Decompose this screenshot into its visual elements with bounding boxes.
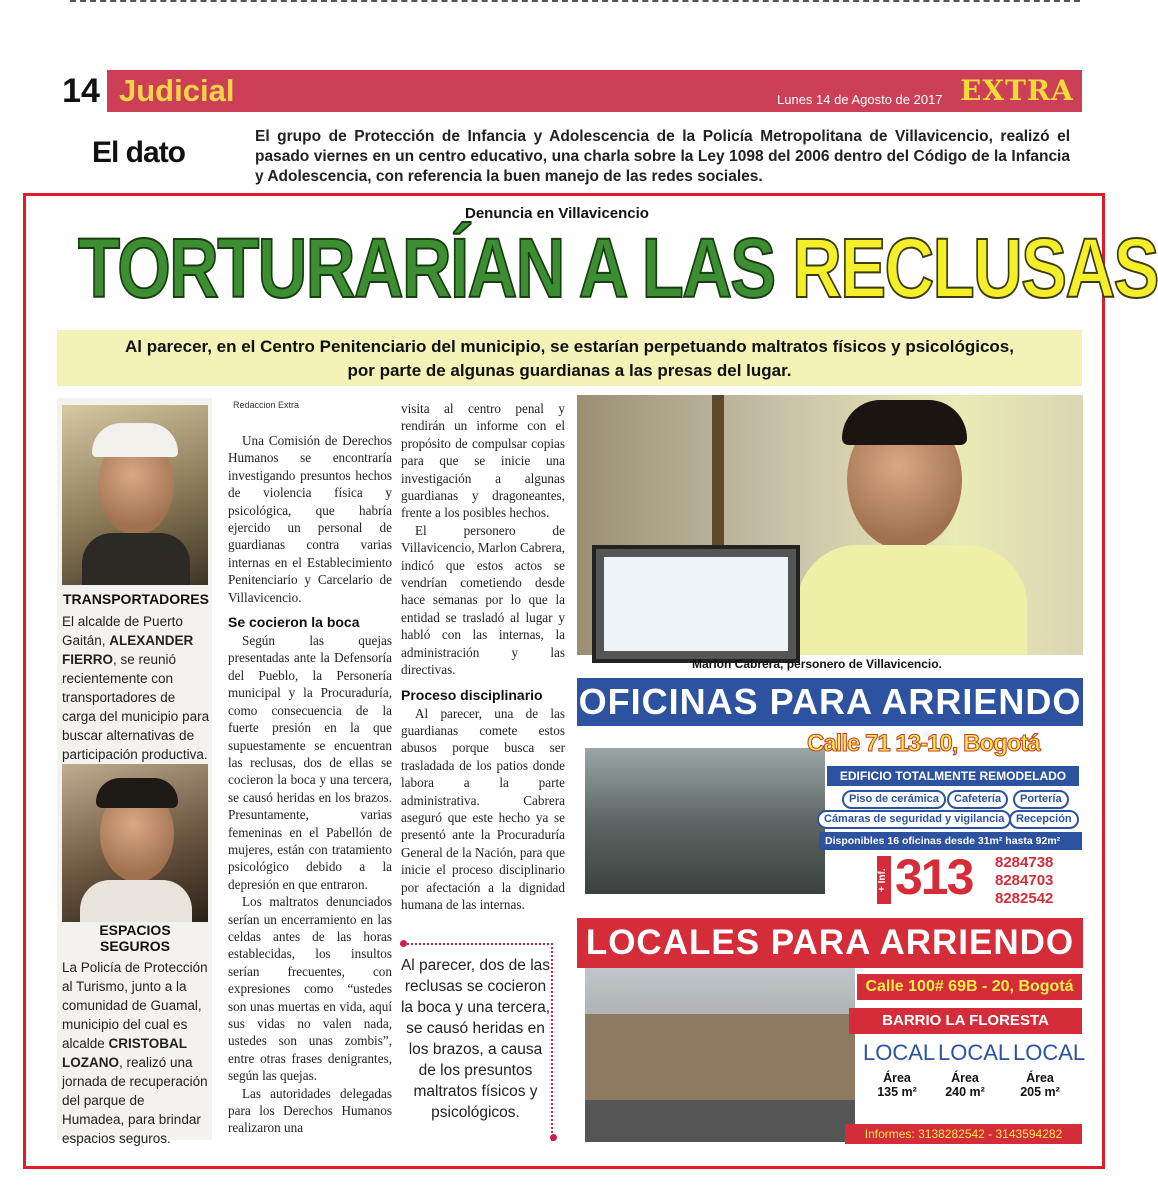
ad-locales-barrio: BARRIO LA FLORESTA xyxy=(849,1008,1082,1034)
article-headline xyxy=(78,218,1158,318)
ad-locales-address: Calle 100# 69B - 20, Bogotá xyxy=(857,974,1082,1000)
brief-transportadores-title: TRANSPORTADORES xyxy=(63,591,209,607)
subhead-line-1: Al parecer, en el Centro Penitenciario del municipio, se estarían perpetuando maltratos físicos y psicológicos, xyxy=(125,337,1014,356)
local-label-1: LOCAL xyxy=(863,1040,936,1065)
feature-camaras: Cámaras de seguridad y vigilancia xyxy=(817,810,1011,829)
area-2 xyxy=(930,1071,1000,1099)
quote-dot-icon xyxy=(550,1134,557,1141)
subhead-line-2: por parte de algunas guardianas a las presas del lugar. xyxy=(347,361,792,380)
area-label: Área xyxy=(883,1071,911,1085)
page-number: 14 xyxy=(55,70,107,112)
feature-porteria: Portería xyxy=(1013,790,1069,809)
article-subhead xyxy=(57,330,1082,386)
paragraph: Al parecer, una de las guardianas comete estos abusos porque busca ser trasladada de los patios donde labora a la parte administrativa. Cabrera aseguró que este hecho ya se presentó ante la Procuraduría General de la Nación, para que inicie el proceso disciplinario por afectación a la dignidad humana de las internas. xyxy=(401,705,565,912)
area-1 xyxy=(862,1071,932,1099)
paragraph: Los maltratos denunciados serían un encerramiento en las celdas antes de las horas establecidas, los insultos serían frecuentes, con expresiones como “ustedes son unas muertas en vida, aquí sus vidas no valen nada, ustedes son unas zombis”, entre otras frases denigrantes, según las quejas. xyxy=(228,894,392,1084)
paragraph: Según las quejas presentadas ante la Defensoría del Pueblo, la Personería municipal y la Procuraduría, como consecuencia de la fuerte presión en la que supuestamente se encuentran las reclusas, dos de ellas se cocieron la boca y una tercera, se causó heridas en los brazos. Presuntamente, varias femeninas en el Pabellón de mujeres, están con tratamiento psicológico debido a la depresión en que entraron. xyxy=(228,633,392,892)
ad-locales xyxy=(577,918,1086,1146)
brief-espacios-title: ESPACIOS SEGUROS xyxy=(99,922,171,954)
ad-oficinas-prefix: 313 xyxy=(895,849,973,905)
ad-oficinas-phone-1: 8284738 xyxy=(995,854,1054,871)
ad-oficinas-disponibles: Disponibles 16 oficinas desde 31m² hasta 92m² xyxy=(819,832,1082,850)
brief-name: ALEXANDER FIERRO xyxy=(62,633,194,667)
headline-green-part: TORTURARÍAN A LAS xyxy=(78,221,793,315)
paragraph: Las autoridades delegadas para los Derechos Humanos realizaron una xyxy=(228,1085,392,1136)
cap-icon xyxy=(92,423,178,457)
area-value: 205 m² xyxy=(1020,1085,1060,1099)
feature-cafeteria: Cafetería xyxy=(947,790,1008,809)
article-kicker: Denuncia en Villavicencio xyxy=(465,205,649,222)
section-header-bar xyxy=(55,70,1082,112)
ad-oficinas-edificio: EDIFICIO TOTALMENTE REMODELADO xyxy=(827,766,1079,786)
subtitle-boca: Se cocieron la boca xyxy=(228,614,360,631)
brief-espacios-body xyxy=(62,958,210,1148)
shirt-shape xyxy=(82,533,190,585)
area-value: 135 m² xyxy=(877,1085,917,1099)
paragraph: El personero de Villavicencio, Marlon Cabrera, indicó que estos actos se vendrían cometiendo desde hace semanas por lo que la entidad se trasladó al lugar y habló con las internas, la administración y las directivas. xyxy=(401,522,565,678)
pull-quote: Al parecer, dos de las reclusas se cocieron la boca y una tercera, se causó heridas en los brazos, a causa de los presuntos maltratos físicos y psicológicos. xyxy=(400,943,553,1141)
article-column-1 xyxy=(228,432,392,1137)
ad-oficinas-phone-3: 8282542 xyxy=(995,890,1054,907)
lozano-photo xyxy=(62,764,208,922)
ad-oficinas-inf-label: + Inf. xyxy=(877,856,891,904)
el-dato-text: El grupo de Protección de Infancia y Adolescencia de la Policía Metropolitana de Villavicencio, realizó el pasado viernes en un centro educativo, una charla sobre la Ley 1098 del 2006 dentro del Código de la Infancia y Adolescencia, con referencia la buen manejo de las redes sociales. xyxy=(255,128,1070,185)
issue-date: Lunes 14 de Agosto de 2017 xyxy=(777,92,943,107)
shirt-shape xyxy=(797,545,1027,655)
shirt-shape xyxy=(80,880,192,922)
quote-dot-icon xyxy=(400,940,407,947)
street-shape xyxy=(585,1100,855,1142)
area-label: Área xyxy=(1026,1071,1054,1085)
ad-oficinas-address: Calle 71 13-10, Bogotá xyxy=(807,730,1040,757)
brief-transportadores-body xyxy=(62,612,210,764)
laptop-screen xyxy=(604,557,788,651)
laptop-icon xyxy=(592,545,800,663)
paragraph: Una Comisión de Derechos Humanos se encontraría investigando presuntos hechos de violencia física y psicológica, que habría ejercido un personal de guardianas contra varias internas en el Establecimiento Penitenciario y Carcelario de Villavicencio. xyxy=(228,433,392,605)
ad-oficinas-building-photo xyxy=(585,748,825,894)
local-label-2: LOCAL xyxy=(938,1040,1011,1065)
brief-text: El alcalde de Puerto Gaitán, xyxy=(62,614,183,648)
alcalde-photo xyxy=(62,405,208,585)
marlon-cabrera-photo xyxy=(577,395,1083,655)
brief-text: La Policía de Protección al Turismo, junto a la comunidad de Guamal, municipio del cual es alcalde xyxy=(62,960,208,1051)
photo-caption: Marlon Cabrera, personero de Villavicencio. xyxy=(692,657,942,671)
ad-locales-informes: Informes: 3138282542 - 3143594282 xyxy=(845,1124,1082,1144)
section-name: Judicial xyxy=(119,73,235,108)
brief-text: , realizó una jornada de recuperación del parque de Humadea, para brindar espacios seguros. xyxy=(62,1055,208,1146)
area-label: Área xyxy=(951,1071,979,1085)
ad-locales-title: LOCALES PARA ARRIENDO xyxy=(577,918,1083,968)
area-value: 240 m² xyxy=(945,1085,985,1099)
page-top-border xyxy=(70,0,1080,8)
brief-text: , se reunió recientemente con transportadores de carga del municipio para buscar alternativas de participación productiva. xyxy=(62,652,210,762)
ad-oficinas-title: OFICINAS PARA ARRIENDO xyxy=(577,678,1083,726)
brief-name: CRISTOBAL LOZANO xyxy=(62,1036,187,1070)
headline-yellow-part: RECLUSAS xyxy=(792,221,1158,315)
el-dato-label: El dato xyxy=(92,136,186,169)
feature-recepcion: Recepción xyxy=(1009,810,1079,829)
local-label-3: LOCAL xyxy=(1013,1040,1086,1065)
newspaper-logo: EXTRA xyxy=(960,74,1074,107)
subtitle-proceso: Proceso disciplinario xyxy=(401,686,543,703)
hair-shape xyxy=(96,778,178,808)
article-column-2 xyxy=(401,400,565,913)
area-3 xyxy=(1005,1071,1075,1099)
hair-shape xyxy=(842,400,967,445)
feature-piso: Piso de cerámica xyxy=(842,790,946,809)
ad-oficinas xyxy=(577,678,1083,908)
ad-oficinas-phone-2: 8284703 xyxy=(995,872,1054,889)
building-shape xyxy=(585,1014,855,1100)
ad-locales-building-photo xyxy=(585,968,855,1142)
byline: Redaccion Extra xyxy=(233,400,300,410)
paragraph: visita al centro penal y rendirán un informe con el propósito de compulsar copias para que se inicie una investigación a algunas guardianas y dragoneantes, frente a los posibles hechos. xyxy=(401,401,565,521)
